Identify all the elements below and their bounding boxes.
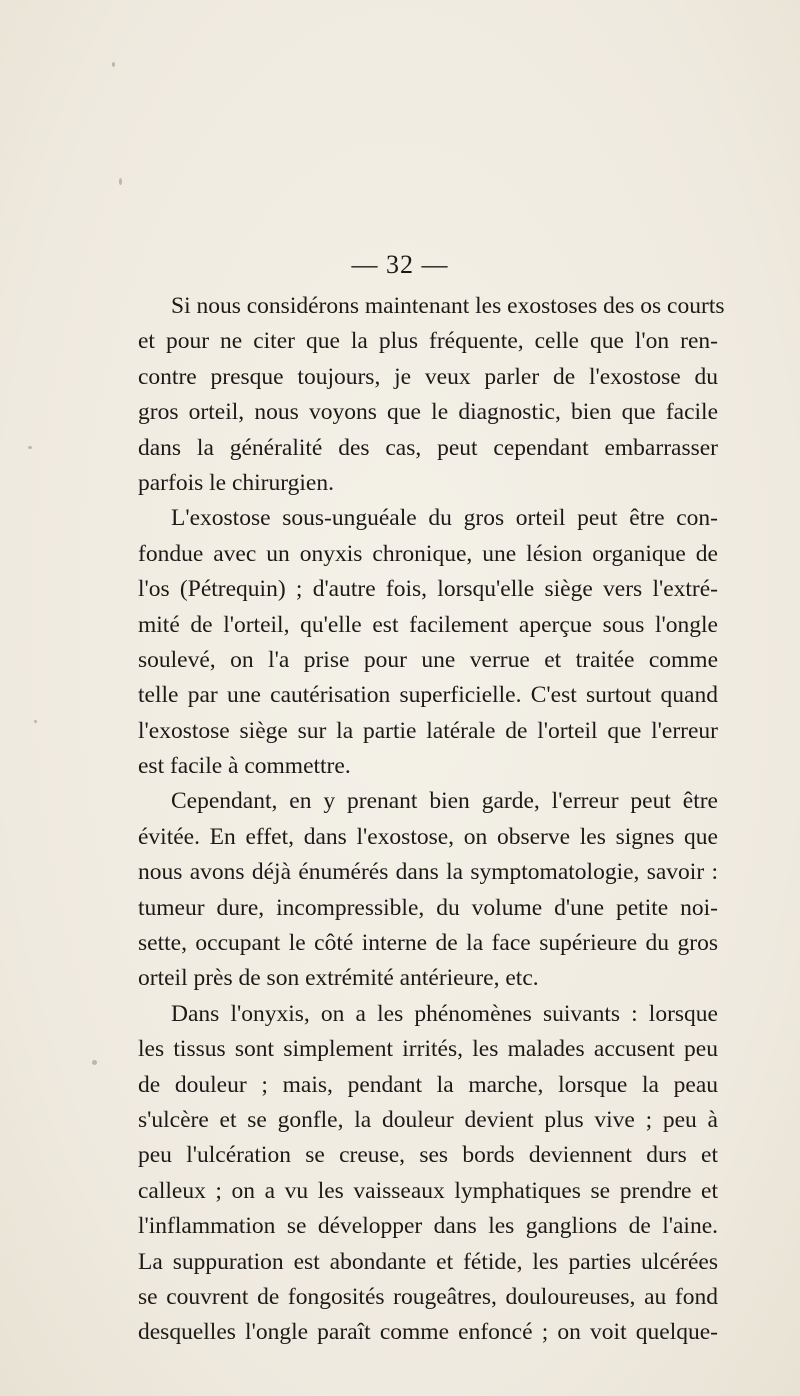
text-line: les tissus sont simplement irrités, les malades accusent peu [138,1036,718,1063]
text-line: évitée. En effet, dans l'exostose, on observe les signes que [138,823,718,850]
text-line: parfois le chirurgien. [138,469,334,496]
text-line: l'exostose siège sur la partie latérale de l'orteil que l'erreur [138,717,718,744]
text-line: tumeur dure, incompressible, du volume d'une petite noi- [138,894,718,921]
text-line: Si nous considérons maintenant les exostoses des os courts [171,293,725,319]
text-line: l'inflammation se développer dans les ganglions de l'aine. [138,1213,718,1240]
paragraph-1 [138,289,725,501]
text-line: calleux ; on a vu les vaisseaux lymphatiques se prendre et [138,1177,718,1204]
paper-speck [92,1060,97,1065]
text-line: La suppuration est abondante et fétide, les parties ulcérées [138,1248,718,1275]
text-line: mité de l'orteil, qu'elle est facilement aperçue sous l'ongle [138,611,718,638]
text-line: soulevé, on l'a prise pour une verrue et traitée comme [138,646,718,673]
text-line: contre presque toujours, je veux parler de l'exostose du [138,363,718,390]
text-line: et pour ne citer que la plus fréquente, celle que l'on ren- [138,328,718,355]
text-line: nous avons déjà énumérés dans la symptomatologie, savoir : [138,859,718,886]
text-line: gros orteil, nous voyons que le diagnostic, bien que facile [138,399,718,426]
page-number: — 32 — [351,250,449,279]
paragraph-4 [138,997,718,1351]
text-line: Cependant, en y prenant bien garde, l'erreur peut être [171,788,718,815]
text-line: peu l'ulcération se creuse, ses bords deviennent durs et [138,1142,718,1169]
text-line: est facile à commettre. [138,753,351,780]
paragraph-3 [138,784,718,996]
paper-speck [34,720,37,723]
text-line: dans la généralité des cas, peut cependant embarrasser [138,434,718,461]
paper-speck [28,446,32,449]
paper-speck [119,178,122,185]
text-line: L'exostose sous-unguéale du gros orteil peut être con- [171,505,718,532]
text-line: l'os (Pétrequin) ; d'autre fois, lorsqu'elle siège vers l'extré- [138,576,718,603]
text-line: se couvrent de fongosités rougeâtres, douloureuses, au fond [138,1283,718,1310]
text-line: desquelles l'ongle paraît comme enfoncé ; on voit quelque- [138,1319,718,1346]
text-line: s'ulcère et se gonfle, la douleur devient plus vive ; peu à [138,1106,718,1133]
text-line: fondue avec un onyxis chronique, une lésion organique de [138,540,718,567]
body-text [138,289,725,1351]
text-line: sette, occupant le côté interne de la face supérieure du gros [138,930,718,957]
paragraph-2 [138,501,718,784]
text-line: de douleur ; mais, pendant la marche, lorsque la peau [138,1071,718,1098]
paper-speck [112,62,115,67]
text-line: telle par une cautérisation superficielle. C'est surtout quand [138,682,718,709]
text-line: Dans l'onyxis, on a les phénomènes suivants : lorsque [171,1000,718,1027]
text-line: orteil près de son extrémité antérieure, etc. [138,965,539,992]
